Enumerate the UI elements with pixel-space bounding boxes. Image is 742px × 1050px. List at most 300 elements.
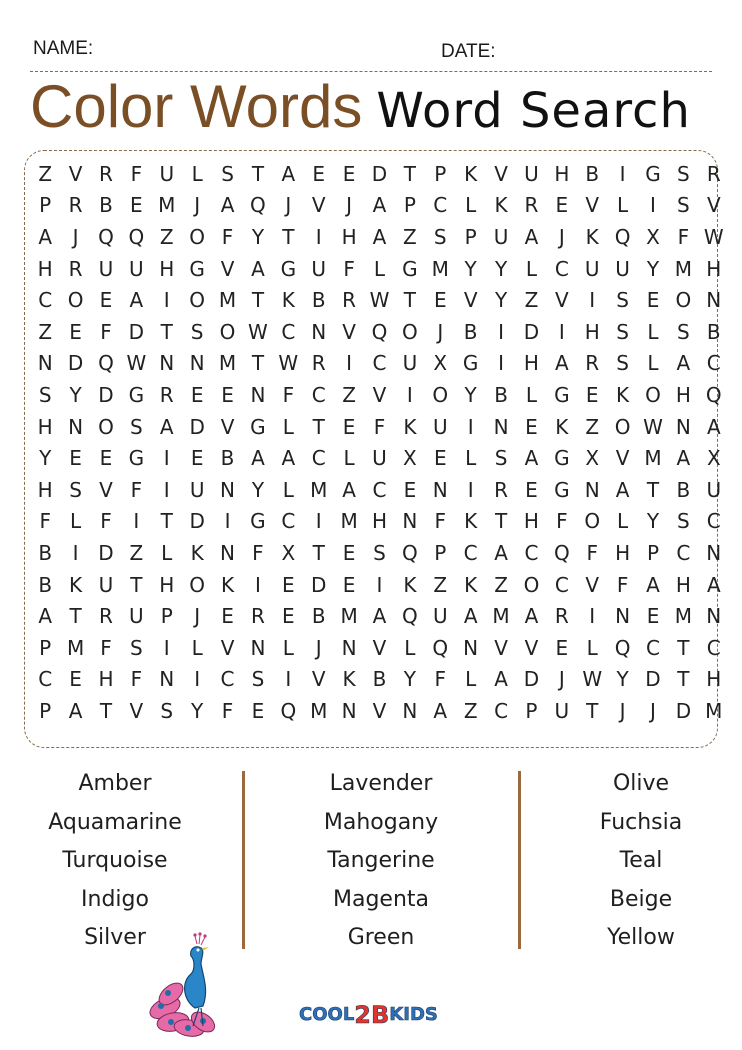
title-word-search: Word Search xyxy=(376,83,691,139)
grid-cell: I xyxy=(163,477,170,502)
grid-cell: S xyxy=(616,288,629,313)
grid-cell: N xyxy=(341,698,357,723)
grid-cell: R xyxy=(494,477,508,502)
grid-cell: G xyxy=(189,256,205,281)
grid-cell: S xyxy=(221,161,234,186)
grid-cell: E xyxy=(221,604,234,629)
grid-cell: V xyxy=(372,698,387,723)
grid-cell: I xyxy=(72,540,79,565)
grid-cell: V xyxy=(311,193,326,218)
grid-cell: Y xyxy=(403,667,416,692)
grid-cell: E xyxy=(190,382,204,407)
grid-cell: K xyxy=(190,540,204,565)
grid-cell: C xyxy=(311,446,326,471)
grid-cell: H xyxy=(159,256,175,281)
grid-cell: P xyxy=(39,698,52,723)
grid-cell: E xyxy=(99,288,113,313)
grid-cell: F xyxy=(100,509,112,534)
grid-cell: J xyxy=(194,193,201,218)
grid-cell: Y xyxy=(39,446,52,471)
grid-cell: U xyxy=(554,698,570,723)
grid-row xyxy=(30,664,729,696)
grid-cell: S xyxy=(160,698,174,723)
grid-cell: F xyxy=(586,540,598,565)
word-item: Fuchsia xyxy=(599,809,683,835)
grid-cell: P xyxy=(525,698,538,723)
grid-cell: N xyxy=(706,604,722,629)
grid-cell: N xyxy=(159,351,175,376)
word-item: Teal xyxy=(619,848,663,874)
grid-cell: E xyxy=(525,414,538,439)
grid-cell: W xyxy=(369,288,390,313)
grid-cell: A xyxy=(706,572,721,597)
grid-cell: A xyxy=(372,224,387,249)
grid-cell: D xyxy=(128,319,145,344)
grid-cell: A xyxy=(159,414,174,439)
grid-cell: L xyxy=(525,382,538,407)
grid-cell: X xyxy=(281,540,296,565)
grid-cell: O xyxy=(402,319,418,344)
grid-cell: O xyxy=(432,382,449,407)
grid-cell: N xyxy=(311,319,327,344)
grid-cell: T xyxy=(130,572,143,597)
grid-cell: C xyxy=(706,635,721,660)
grid-cell: X xyxy=(585,446,600,471)
grid-cell: C xyxy=(676,540,691,565)
grid-cell: I xyxy=(163,446,170,471)
grid-cell: H xyxy=(37,256,53,281)
grid-cell: A xyxy=(220,193,235,218)
grid-cell: L xyxy=(343,446,355,471)
grid-cell: Y xyxy=(464,382,477,407)
grid-row xyxy=(30,474,729,506)
grid-cell: U xyxy=(189,477,205,502)
grid-cell: F xyxy=(677,224,690,249)
grid-cell: A xyxy=(433,698,448,723)
grid-cell: W xyxy=(643,414,663,439)
grid-cell: K xyxy=(403,414,417,439)
grid-cell: A xyxy=(281,446,296,471)
grid-cell: L xyxy=(373,256,386,281)
grid-cell: T xyxy=(251,161,265,186)
grid-cell: B xyxy=(38,540,53,565)
grid-row xyxy=(30,600,729,632)
grid-cell: T xyxy=(251,351,265,376)
grid-cell: Q xyxy=(553,540,570,565)
grid-cell: P xyxy=(39,635,52,660)
grid-cell: R xyxy=(342,288,357,313)
grid-cell: I xyxy=(163,288,170,313)
grid-cell: U xyxy=(159,161,175,186)
svg-text:COOL2BKIDS: COOL2BKIDS xyxy=(299,1001,438,1029)
grid-cell: A xyxy=(676,351,691,376)
grid-cell: P xyxy=(403,193,416,218)
grid-cell: A xyxy=(251,446,265,471)
grid-cell: U xyxy=(432,604,448,629)
grid-cell: M xyxy=(431,256,449,281)
grid-cell: M xyxy=(674,256,693,281)
grid-row xyxy=(30,411,729,443)
grid-cell: N xyxy=(189,351,205,376)
grid-cell: M xyxy=(66,635,85,660)
grid-cell: J xyxy=(346,193,353,218)
page-title xyxy=(30,72,691,141)
grid-cell: I xyxy=(315,224,322,249)
grid-cell: Q xyxy=(614,635,631,660)
grid-cell: K xyxy=(616,382,630,407)
grid-cell: O xyxy=(584,509,601,534)
grid-cell: V xyxy=(494,635,508,660)
grid-cell: K xyxy=(220,572,235,597)
grid-cell: I xyxy=(406,382,413,407)
grid-cell: T xyxy=(646,477,660,502)
word-item: Tangerine xyxy=(327,848,435,874)
grid-cell: U xyxy=(98,572,114,597)
grid-cell: I xyxy=(254,572,261,597)
word-item: Silver xyxy=(84,925,146,951)
grid-cell: E xyxy=(342,161,356,186)
grid-cell: M xyxy=(310,477,328,502)
grid-cell: O xyxy=(523,572,540,597)
grid-cell: A xyxy=(646,572,660,597)
grid-cell: A xyxy=(524,224,539,249)
grid-cell: Z xyxy=(38,161,53,186)
grid-cell: R xyxy=(99,161,113,186)
grid-cell: A xyxy=(372,193,387,218)
letter-grid xyxy=(30,158,729,727)
grid-cell: D xyxy=(67,351,84,376)
grid-cell: E xyxy=(646,604,660,629)
grid-cell: J xyxy=(619,698,626,723)
grid-cell: O xyxy=(675,288,692,313)
grid-cell: C xyxy=(706,509,721,534)
grid-cell: C xyxy=(524,540,539,565)
grid-cell: T xyxy=(586,698,599,723)
grid-row xyxy=(30,569,729,601)
grid-cell: G xyxy=(462,351,479,376)
grid-cell: E xyxy=(433,288,447,313)
grid-cell: D xyxy=(189,509,205,534)
column-divider-2 xyxy=(518,771,521,949)
grid-cell: Y xyxy=(494,256,508,281)
grid-row xyxy=(30,442,729,474)
grid-cell: G xyxy=(250,509,266,534)
name-label: NAME: xyxy=(33,38,94,59)
grid-cell: C xyxy=(372,351,387,376)
grid-cell: F xyxy=(130,161,143,186)
grid-cell: S xyxy=(433,224,447,249)
grid-cell: V xyxy=(524,635,539,660)
grid-cell: E xyxy=(282,572,295,597)
grid-cell: V xyxy=(615,446,630,471)
grid-cell: T xyxy=(69,604,82,629)
grid-cell: N xyxy=(463,635,479,660)
grid-cell: V xyxy=(585,193,600,218)
word-column-3 xyxy=(521,765,742,958)
grid-cell: A xyxy=(372,604,387,629)
grid-cell: L xyxy=(647,319,659,344)
grid-cell: Y xyxy=(646,509,660,534)
grid-cell: D xyxy=(371,161,388,186)
grid-cell: K xyxy=(69,572,83,597)
grid-cell: F xyxy=(373,414,386,439)
grid-cell: L xyxy=(465,667,477,692)
grid-cell: Y xyxy=(494,288,508,313)
grid-cell: A xyxy=(251,256,265,281)
grid-cell: I xyxy=(650,193,656,218)
grid-cell: A xyxy=(554,351,569,376)
word-item: Lavender xyxy=(329,771,433,796)
grid-cell: H xyxy=(584,319,600,344)
grid-cell: M xyxy=(644,446,662,471)
grid-cell: B xyxy=(463,319,478,344)
grid-cell: E xyxy=(342,540,356,565)
grid-cell: P xyxy=(646,540,660,565)
grid-cell: A xyxy=(281,161,296,186)
grid-cell: C xyxy=(372,477,387,502)
grid-cell: J xyxy=(194,604,201,629)
grid-cell: Q xyxy=(614,224,631,249)
grid-cell: N xyxy=(402,698,418,723)
grid-cell: S xyxy=(373,540,386,565)
grid-cell: U xyxy=(402,351,418,376)
grid-cell: N xyxy=(493,414,509,439)
date-label: DATE: xyxy=(441,41,496,62)
grid-cell: S xyxy=(616,319,629,344)
grid-cell: C xyxy=(554,256,569,281)
grid-cell: B xyxy=(706,319,721,344)
grid-cell: F xyxy=(221,698,234,723)
grid-cell: E xyxy=(251,698,265,723)
grid-cell: B xyxy=(99,193,113,218)
grid-cell: R xyxy=(524,193,539,218)
grid-cell: C xyxy=(281,319,296,344)
grid-cell: V xyxy=(129,698,144,723)
grid-cell: Q xyxy=(98,351,114,376)
grid-row xyxy=(30,537,729,569)
grid-cell: J xyxy=(72,224,79,249)
grid-cell: E xyxy=(403,477,417,502)
grid-cell: G xyxy=(645,161,661,186)
grid-cell: C xyxy=(554,572,569,597)
grid-cell: H xyxy=(675,572,691,597)
grid-cell: S xyxy=(494,446,508,471)
grid-cell: L xyxy=(191,635,203,660)
grid-cell: F xyxy=(434,509,447,534)
grid-cell: E xyxy=(69,446,82,471)
grid-cell: C xyxy=(463,540,478,565)
grid-cell: U xyxy=(706,477,722,502)
grid-cell: Q xyxy=(280,698,297,723)
grid-cell: L xyxy=(465,446,477,471)
grid-cell: D xyxy=(523,667,540,692)
grid-cell: H xyxy=(37,477,53,502)
grid-cell: A xyxy=(524,604,539,629)
grid-cell: Q xyxy=(432,635,449,660)
grid-cell: N xyxy=(706,288,722,313)
grid-cell: H xyxy=(371,509,388,534)
grid-row xyxy=(30,632,729,664)
grid-row xyxy=(30,379,729,411)
grid-cell: X xyxy=(646,224,660,249)
grid-cell: K xyxy=(281,288,295,313)
grid-cell: W xyxy=(582,667,603,692)
cool2bkids-logo xyxy=(297,996,447,1032)
grid-cell: L xyxy=(282,635,294,660)
grid-cell: E xyxy=(99,446,113,471)
grid-cell: V xyxy=(463,288,478,313)
grid-cell: A xyxy=(494,667,508,692)
grid-cell: T xyxy=(677,635,690,660)
grid-cell: E xyxy=(312,161,326,186)
word-item: Mahogany xyxy=(323,809,439,835)
grid-cell: K xyxy=(494,193,508,218)
grid-cell: N xyxy=(68,414,84,439)
word-item: Magenta xyxy=(332,886,429,912)
word-list xyxy=(0,765,742,955)
grid-cell: I xyxy=(133,509,140,534)
grid-cell: K xyxy=(464,161,478,186)
grid-cell: E xyxy=(342,572,356,597)
grid-cell: Y xyxy=(191,698,204,723)
grid-cell: D xyxy=(189,414,205,439)
grid-cell: V xyxy=(372,382,387,407)
grid-cell: R xyxy=(554,604,569,629)
grid-cell: O xyxy=(645,382,661,407)
grid-cell: A xyxy=(615,477,630,502)
grid-cell: M xyxy=(674,604,693,629)
grid-cell: P xyxy=(464,224,477,249)
grid-cell: A xyxy=(68,698,83,723)
grid-cell: T xyxy=(160,319,173,344)
grid-cell: K xyxy=(585,224,599,249)
grid-cell: N xyxy=(615,604,631,629)
grid-cell: S xyxy=(190,319,204,344)
grid-cell: Z xyxy=(524,288,539,313)
grid-row xyxy=(30,316,729,348)
grid-cell: A xyxy=(38,604,53,629)
grid-cell: V xyxy=(220,256,235,281)
grid-cell: V xyxy=(494,161,508,186)
grid-cell: B xyxy=(311,288,326,313)
grid-cell: M xyxy=(310,698,328,723)
grid-cell: I xyxy=(589,288,596,313)
grid-row xyxy=(30,348,729,380)
grid-cell: Z xyxy=(433,572,448,597)
grid-row xyxy=(30,284,729,316)
grid-cell: C xyxy=(220,667,235,692)
grid-cell: H xyxy=(523,509,539,534)
grid-cell: D xyxy=(311,572,327,597)
grid-cell: J xyxy=(558,224,565,249)
grid-cell: A xyxy=(676,446,691,471)
grid-cell: U xyxy=(524,161,539,186)
grid-row xyxy=(30,695,729,727)
grid-cell: H xyxy=(37,414,53,439)
grid-cell: I xyxy=(346,351,353,376)
grid-cell: T xyxy=(282,224,295,249)
grid-cell: M xyxy=(218,288,237,313)
grid-cell: T xyxy=(312,414,325,439)
grid-cell: N xyxy=(675,414,691,439)
grid-cell: I xyxy=(619,161,626,186)
grid-cell: L xyxy=(586,635,598,660)
grid-cell: I xyxy=(315,509,322,534)
grid-cell: N xyxy=(706,540,722,565)
grid-cell: N xyxy=(432,477,448,502)
grid-cell: Z xyxy=(38,319,53,344)
grid-cell: I xyxy=(163,635,170,660)
grid-cell: J xyxy=(315,635,322,660)
grid-cell: A xyxy=(463,604,478,629)
grid-cell: V xyxy=(554,288,569,313)
grid-cell: A xyxy=(129,288,144,313)
grid-cell: C xyxy=(311,382,326,407)
grid-row xyxy=(30,253,729,285)
grid-cell: P xyxy=(434,540,447,565)
grid-cell: R xyxy=(311,351,326,376)
grid-cell: E xyxy=(69,667,82,692)
grid-row xyxy=(30,506,729,538)
grid-cell: I xyxy=(285,667,292,692)
grid-cell: Z xyxy=(494,572,508,597)
grid-cell: X xyxy=(706,446,721,471)
grid-cell: T xyxy=(160,509,173,534)
grid-cell: A xyxy=(706,414,721,439)
grid-cell: V xyxy=(220,414,235,439)
grid-cell: S xyxy=(677,319,690,344)
grid-cell: N xyxy=(250,635,266,660)
grid-cell: Z xyxy=(159,224,174,249)
grid-cell: Q xyxy=(98,224,114,249)
grid-cell: S xyxy=(616,351,629,376)
grid-cell: R xyxy=(68,193,83,218)
grid-cell: M xyxy=(705,698,723,723)
grid-cell: I xyxy=(467,477,474,502)
grid-cell: F xyxy=(130,477,143,502)
grid-cell: T xyxy=(494,509,508,534)
grid-cell: H xyxy=(98,667,114,692)
grid-cell: Z xyxy=(463,698,478,723)
grid-cell: F xyxy=(434,667,447,692)
grid-cell: F xyxy=(616,572,629,597)
grid-cell: E xyxy=(646,288,660,313)
grid-cell: E xyxy=(221,382,234,407)
grid-cell: N xyxy=(341,635,357,660)
grid-cell: V xyxy=(311,667,326,692)
grid-cell: E xyxy=(130,193,143,218)
grid-cell: L xyxy=(191,161,203,186)
grid-cell: V xyxy=(342,319,356,344)
grid-cell: O xyxy=(614,414,631,439)
grid-cell: Q xyxy=(402,540,418,565)
grid-cell: H xyxy=(341,224,357,249)
grid-cell: U xyxy=(584,256,600,281)
grid-cell: Y xyxy=(616,667,629,692)
grid-cell: O xyxy=(189,288,206,313)
grid-cell: U xyxy=(129,256,144,281)
grid-cell: J xyxy=(437,319,444,344)
grid-cell: H xyxy=(675,382,691,407)
grid-cell: N xyxy=(37,351,53,376)
grid-cell: Y xyxy=(646,256,660,281)
grid-cell: K xyxy=(555,414,569,439)
grid-cell: I xyxy=(589,604,596,629)
grid-cell: H xyxy=(615,540,631,565)
grid-cell: U xyxy=(129,604,144,629)
grid-cell: N xyxy=(159,667,175,692)
grid-cell: R xyxy=(585,351,600,376)
